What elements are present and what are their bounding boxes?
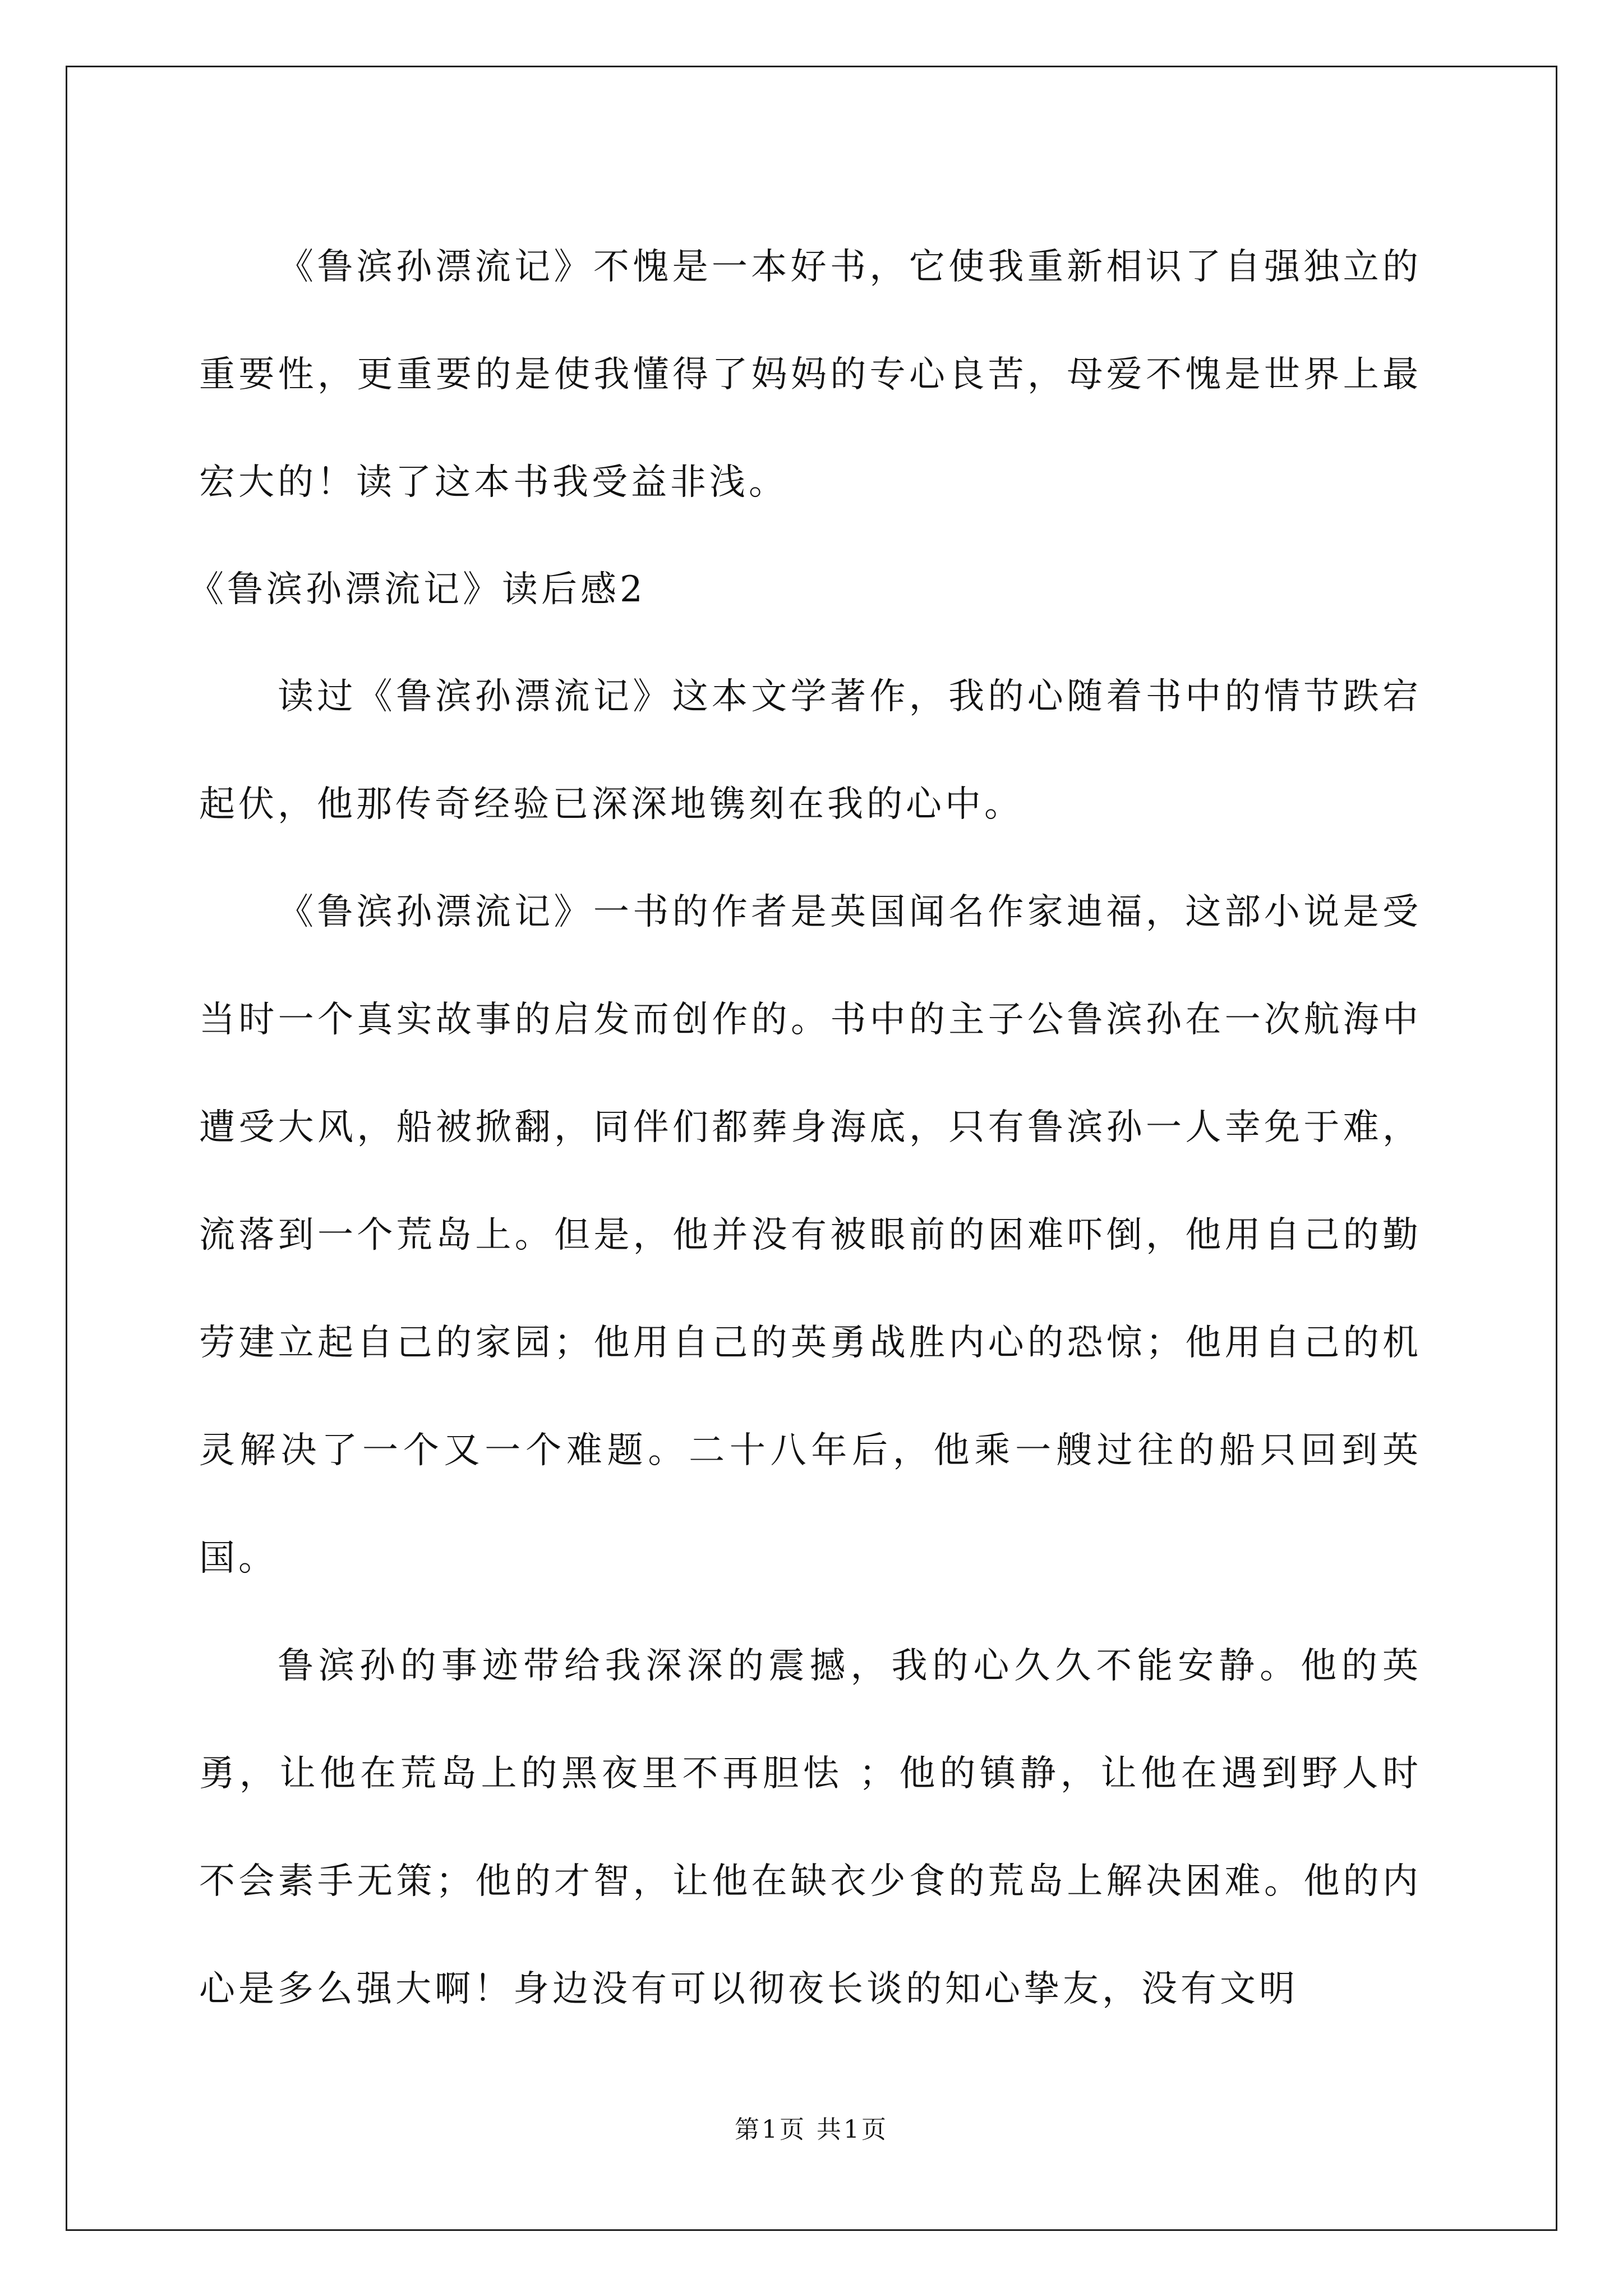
paragraph-3: 《鲁滨孙漂流记》一书的作者是英国闻名作家迪福，这部小说是受当时一个真实故事的启发而创作的。书中的主子公鲁滨孙在一次航海中遭受大风，船被掀翻，同伴们都葬身海底，只有鲁滨孙一人幸免于难，流落到一个荒岛上。但是，他并没有被眼前的困难吓倒，他用自己的勤劳建立起自己的家园；他用自己的英勇战胜内心的恐惊；他用自己的机灵解决了一个又一个难题。二十八年后，他乘一艘过往的船只回到英国。: [199, 891, 1422, 1579]
section-heading: 《鲁滨孙漂流记》读后感2: [188, 569, 646, 610]
paragraph-4: 鲁滨孙的事迹带给我深深的震撼，我的心久久不能安静。他的英勇，让他在荒岛上的黑夜里不再胆怯 ；他的镇静，让他在遇到野人时不会素手无策；他的才智，让他在缺衣少食的荒岛上解决困难。他的内心是多么强大啊！身边没有可以彻夜长谈的知心挚友，没有文明: [199, 1645, 1422, 2010]
paragraph-1: 《鲁滨孙漂流记》不愧是一本好书，它使我重新相识了自强独立的重要性，更重要的是使我懂得了妈妈的专心良苦，母爱不愧是世界上最宏大的！读了这本书我受益非浅。: [199, 246, 1422, 503]
paragraph-2: 读过《鲁滨孙漂流记》这本文学著作，我的心随着书中的情节跌宕起伏，他那传奇经验已深深地镌刻在我的心中。: [199, 676, 1422, 825]
document-body: [188, 213, 1422, 2043]
page-number-footer: 第1页 共1页: [735, 2115, 888, 2144]
